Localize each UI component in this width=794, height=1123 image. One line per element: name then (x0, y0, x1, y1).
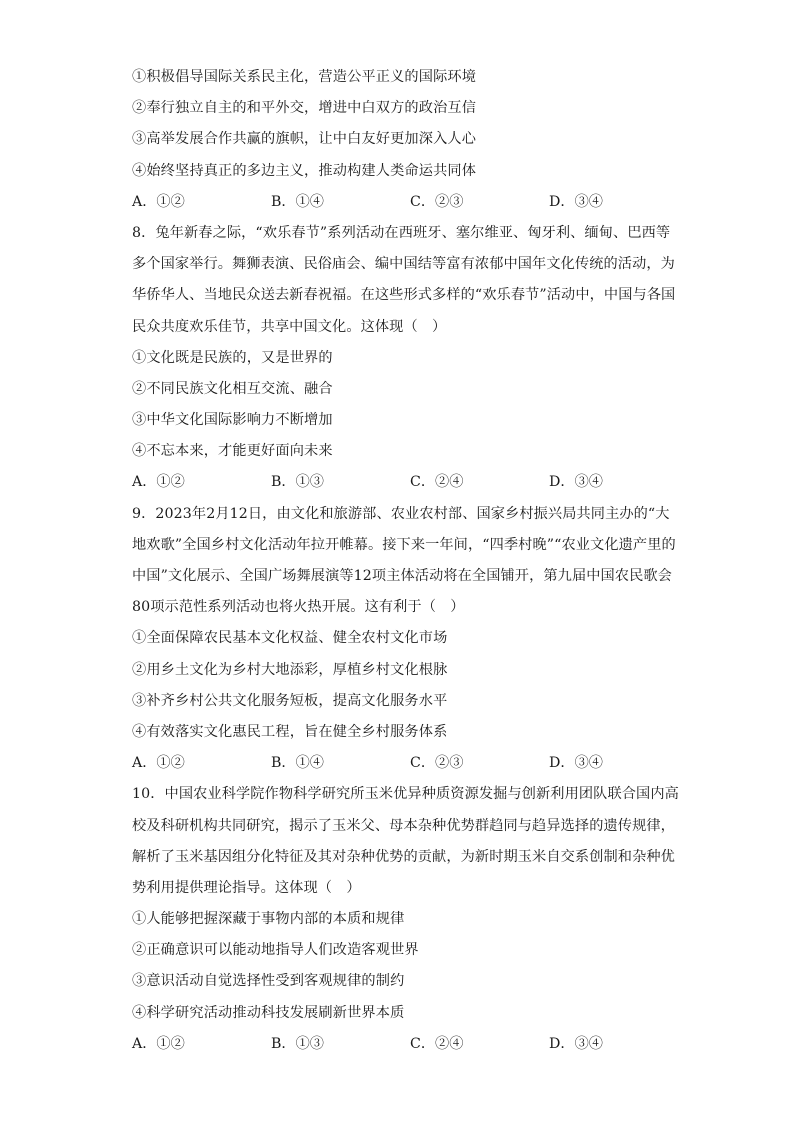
q9-stem-line: 地欢歌”全国乡村文化活动年拉开帷幕。接下来一年间，“四季村晚”“农业文化遗产里的 (132, 536, 676, 553)
q7-choice-3: ③高举发展合作共赢的旗帜，让中白友好更加深入人心 (132, 131, 477, 148)
question-9-choices (132, 623, 664, 748)
q8-answer-b: B．①③ (271, 474, 324, 491)
q8-answer-d: D．③④ (549, 474, 603, 491)
q7-answer-b: B．①④ (271, 193, 324, 210)
question-10-stem (132, 779, 679, 904)
q9-stem-line: 中国”文化展示、全国广场舞展演等12项主体活动将在全国铺开，第九届中国农民歌会 (132, 568, 672, 584)
question-8-choices (132, 343, 664, 468)
q7-answer-a: A．①② (132, 193, 185, 210)
question-8-answers (132, 467, 664, 498)
q9-choice-1: ①全面保障农民基本文化权益、健全农村文化市场 (132, 630, 448, 647)
question-9-stem (132, 499, 676, 624)
q9-answer-d: D．③④ (549, 755, 603, 772)
q8-stem-line: 多个国家举行。舞狮表演、民俗庙会、编中国结等富有浓郁中国年文化传统的活动，为 (132, 256, 675, 273)
q7-answer-d: D．③④ (549, 193, 603, 210)
q10-choice-3: ③意识活动自觉选择性受到客观规律的制约 (132, 973, 405, 990)
q8-answer-a: A．①② (132, 474, 185, 491)
q9-answer-b: B．①④ (271, 755, 324, 772)
q8-stem-line: 8．兔年新春之际，“欢乐春节”系列活动在西班牙、塞尔维亚、匈牙利、缅甸、巴西等 (132, 224, 671, 241)
question-10-choices (132, 904, 664, 1029)
q9-answer-a: A．①② (132, 755, 185, 772)
question-8-stem (132, 218, 676, 343)
question-10-answers (132, 1029, 664, 1060)
q10-answer-a: A．①② (132, 1035, 185, 1052)
question-9-answers (132, 748, 664, 779)
q9-stem-line: 9．2023年2月12日，由文化和旅游部、农业农村部、国家乡村振兴局共同主办的“大 (132, 505, 670, 522)
q8-choice-2: ②不同民族文化相互交流、融合 (132, 380, 333, 397)
q7-choice-1: ①积极倡导国际关系民主化，营造公平正义的国际环境 (132, 69, 477, 85)
q10-answer-c: C．②④ (410, 1035, 464, 1052)
q10-choice-1: ①人能够把握深藏于事物内部的本质和规律 (132, 911, 405, 928)
q10-stem-line: 解析了玉米基因组分化特征及其对杂种优势的贡献，为新时期玉米自交系创制和杂种优 (132, 848, 675, 865)
q9-choice-3: ③补齐乡村公共文化服务短板，提高文化服务水平 (132, 692, 448, 709)
question-7-answers (132, 187, 664, 218)
q10-stem-line: 10．中国农业科学院作物科学研究所玉米优异种质资源发掘与创新利用团队联合国内高 (132, 786, 679, 803)
q8-answer-c: C．②④ (410, 474, 464, 491)
q7-choice-2: ②奉行独立自主的和平外交，增进中白双方的政治互信 (132, 100, 477, 117)
q8-stem-line: 民众共度欢乐佳节，共享中国文化。这体现（ ） (132, 318, 447, 335)
q10-choice-2: ②正确意识可以能动地指导人们改造客观世界 (132, 942, 419, 959)
q10-answer-d: D．③④ (549, 1035, 603, 1052)
q9-choice-4: ④有效落实文化惠民工程，旨在健全乡村服务体系 (132, 723, 448, 740)
q8-choice-1: ①文化既是民族的，又是世界的 (132, 349, 333, 366)
q7-answer-c: C．②③ (410, 193, 464, 210)
q10-stem-line: 势利用提供理论指导。这体现（ ） (132, 879, 361, 896)
q9-stem-line: 80项示范性系列活动也将火热开展。这有利于（ ） (132, 599, 465, 616)
q9-answer-c: C．②③ (410, 755, 464, 772)
q10-choice-4: ④科学研究活动推动科技发展刷新世界本质 (132, 1004, 405, 1021)
exam-page (132, 62, 679, 1060)
question-7-choices (132, 62, 664, 187)
q8-stem-line: 华侨华人、当地民众送去新春祝福。在这些形式多样的“欢乐春节”活动中，中国与各国 (132, 287, 676, 304)
q10-answer-b: B．①③ (271, 1035, 324, 1052)
q9-choice-2: ②用乡土文化为乡村大地添彩，厚植乡村文化根脉 (132, 661, 448, 678)
q8-choice-3: ③中华文化国际影响力不断增加 (132, 412, 333, 429)
q7-choice-4: ④始终坚持真正的多边主义，推动构建人类命运共同体 (132, 162, 477, 179)
q8-choice-4: ④不忘本来，才能更好面向未来 (132, 443, 333, 460)
q10-stem-line: 校及科研机构共同研究，揭示了玉米父、母本杂种优势群趋同与趋异选择的遗传规律， (132, 817, 675, 834)
